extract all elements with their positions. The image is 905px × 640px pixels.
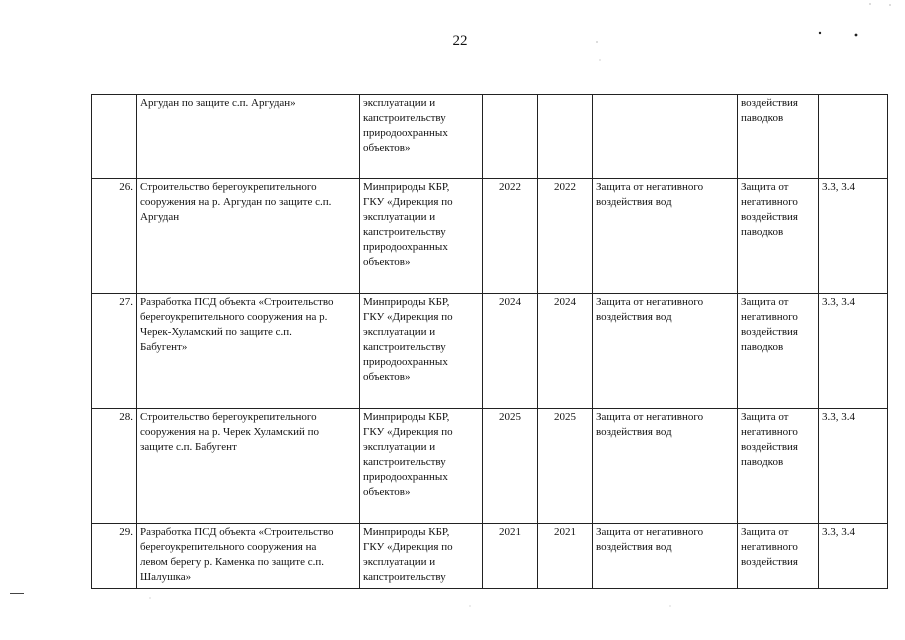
table-row bbox=[92, 294, 888, 409]
scan-mark bbox=[10, 593, 24, 594]
row-number bbox=[92, 95, 137, 179]
indicator-ref: 3.3, 3.4 bbox=[819, 409, 888, 524]
indicator-ref: 3.3, 3.4 bbox=[819, 524, 888, 589]
task bbox=[593, 95, 738, 179]
expected-result: Защита от негативного воздействия паводков bbox=[738, 409, 819, 524]
page-number: 22 bbox=[452, 33, 468, 49]
year-start bbox=[483, 95, 538, 179]
executor: Минприроды КБР, ГКУ «Дирекция по эксплуатации и капстроительству природоохранных объектов» bbox=[360, 294, 483, 409]
row-number: 28. bbox=[92, 409, 137, 524]
year-start: 2024 bbox=[483, 294, 538, 409]
executor: эксплуатации и капстроительству природоохранных объектов» bbox=[360, 95, 483, 179]
task: Защита от негативного воздействия вод bbox=[593, 294, 738, 409]
expected-result: воздействия паводков bbox=[738, 95, 819, 179]
measure-name: Строительство берегоукрепительного сооружения на р. Аргудан по защите с.п. Аргудан bbox=[137, 179, 360, 294]
year-start: 2021 bbox=[483, 524, 538, 589]
measure-name: Разработка ПСД объекта «Строительство берегоукрепительного сооружения на левом берегу р. Каменка по защите с.п. Шалушка» bbox=[137, 524, 360, 589]
task: Защита от негативного воздействия вод bbox=[593, 179, 738, 294]
year-start: 2025 bbox=[483, 409, 538, 524]
year-end: 2021 bbox=[538, 524, 593, 589]
executor: Минприроды КБР, ГКУ «Дирекция по эксплуатации и капстроительству природоохранных объектов» bbox=[360, 409, 483, 524]
measure-name: Аргудан по защите с.п. Аргудан» bbox=[137, 95, 360, 179]
measures-table bbox=[91, 94, 888, 589]
task: Защита от негативного воздействия вод bbox=[593, 524, 738, 589]
indicator-ref bbox=[819, 95, 888, 179]
expected-result: Защита от негативного воздействия паводков bbox=[738, 294, 819, 409]
measure-name: Разработка ПСД объекта «Строительство берегоукрепительного сооружения на р. Черек-Хуламский по защите с.п. Бабугент» bbox=[137, 294, 360, 409]
task: Защита от негативного воздействия вод bbox=[593, 409, 738, 524]
expected-result: Защита от негативного воздействия паводков bbox=[738, 179, 819, 294]
row-number: 29. bbox=[92, 524, 137, 589]
table-row bbox=[92, 524, 888, 589]
year-end: 2022 bbox=[538, 179, 593, 294]
indicator-ref: 3.3, 3.4 bbox=[819, 294, 888, 409]
year-end: 2024 bbox=[538, 294, 593, 409]
table-row bbox=[92, 179, 888, 294]
executor: Минприроды КБР, ГКУ «Дирекция по эксплуатации и капстроительству природоохранных объектов» bbox=[360, 179, 483, 294]
table-row bbox=[92, 409, 888, 524]
table-row bbox=[92, 95, 888, 179]
measure-name: Строительство берегоукрепительного сооружения на р. Черек Хуламский по защите с.п. Бабугент bbox=[137, 409, 360, 524]
year-end: 2025 bbox=[538, 409, 593, 524]
row-number: 27. bbox=[92, 294, 137, 409]
executor: Минприроды КБР, ГКУ «Дирекция по эксплуатации и капстроительству bbox=[360, 524, 483, 589]
expected-result: Защита от негативного воздействия bbox=[738, 524, 819, 589]
row-number: 26. bbox=[92, 179, 137, 294]
year-start: 2022 bbox=[483, 179, 538, 294]
indicator-ref: 3.3, 3.4 bbox=[819, 179, 888, 294]
year-end bbox=[538, 95, 593, 179]
